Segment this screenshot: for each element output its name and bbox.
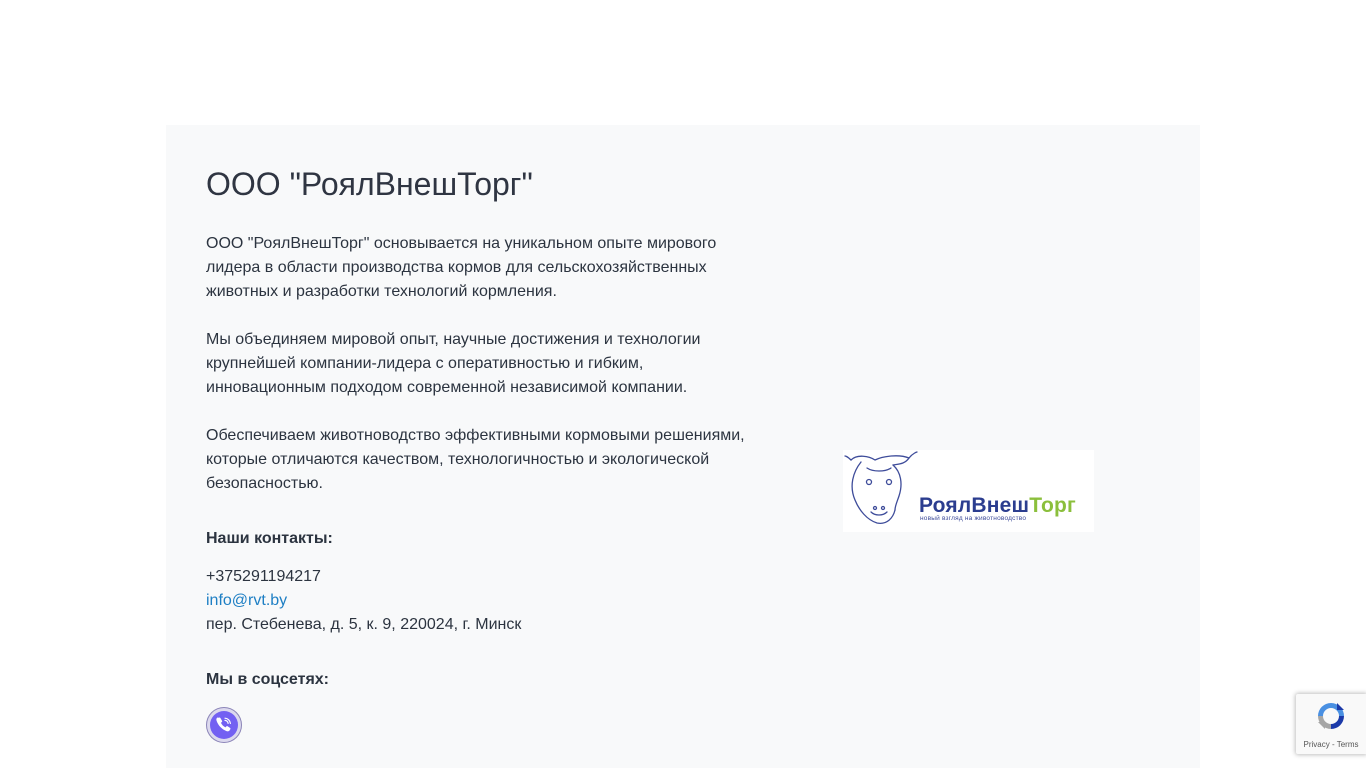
recaptcha-privacy-link[interactable]: Privacy xyxy=(1303,740,1330,749)
recaptcha-links xyxy=(1296,740,1366,750)
cow-head-icon xyxy=(843,450,923,532)
page-title: ООО "РоялВнешТорг" xyxy=(206,166,533,202)
company-logo xyxy=(843,450,1094,532)
contact-phone[interactable]: +375291194217 xyxy=(206,568,321,585)
about-company-card xyxy=(166,125,1200,768)
social-heading: Мы в соцсетях: xyxy=(206,671,329,688)
recaptcha-badge[interactable] xyxy=(1296,694,1366,754)
contact-email-link[interactable]: info@rvt.by xyxy=(206,592,288,609)
description-paragraph: ООО "РоялВнешТорг" основывается на уникальном опыте мирового лидера в области производства кормов для сельскохозяйственных животных и разработки технологий кормления. xyxy=(206,235,717,300)
logo-wordmark-accent: Торг xyxy=(1029,494,1076,517)
logo-tagline: новый взгляд на животноводство xyxy=(920,515,1027,522)
recaptcha-terms-link[interactable]: Terms xyxy=(1336,740,1359,749)
contact-address: пер. Стебенева, д. 5, к. 9, 220024, г. Минск xyxy=(206,616,522,633)
description-paragraph: Мы объединяем мировой опыт, научные достижения и технологии крупнейшей компании-лидера с оперативностью и гибким, инновационным подходом современной независимой компании. xyxy=(206,331,701,396)
logo-wordmark-primary: РоялВнеш xyxy=(919,494,1030,517)
viber-icon[interactable] xyxy=(206,707,242,743)
recaptcha-icon xyxy=(1315,700,1347,732)
company-description xyxy=(206,232,766,520)
recaptcha-separator: - xyxy=(1329,740,1337,749)
description-paragraph: Обеспечиваем животноводство эффективными кормовыми решениями, которые отличаются качеством, технологичностью и экологической безопасностью. xyxy=(206,427,745,492)
contacts-heading: Наши контакты: xyxy=(206,530,333,547)
contacts-block xyxy=(206,565,521,637)
